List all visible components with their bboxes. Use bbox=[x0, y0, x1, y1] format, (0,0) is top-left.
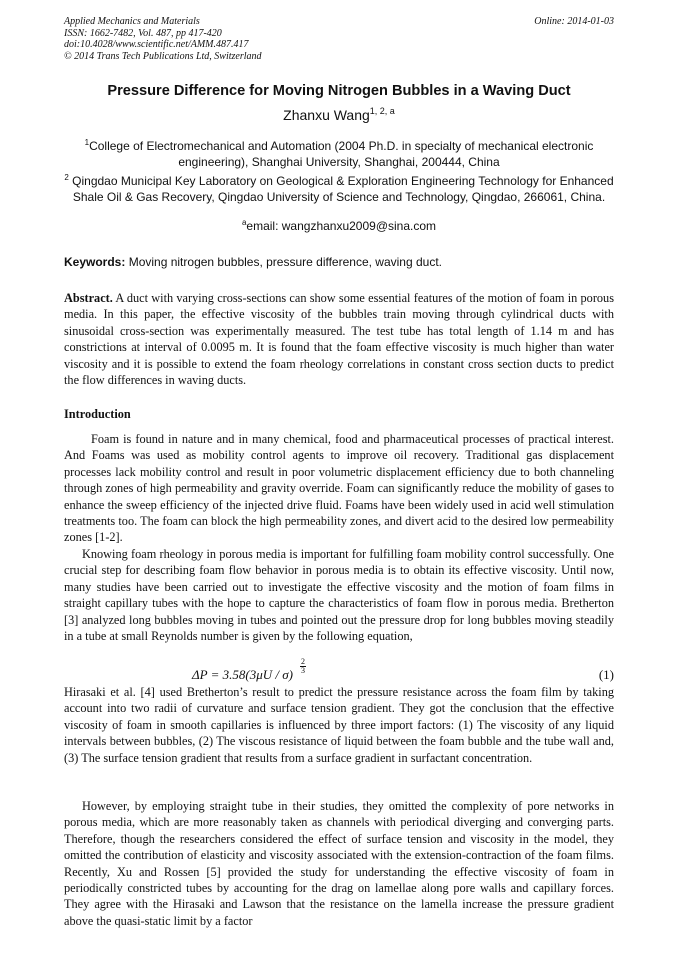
author-superscript: 1, 2, a bbox=[369, 106, 395, 116]
author-email bbox=[64, 218, 614, 233]
issn-line: ISSN: 1662-7482, Vol. 487, pp 417-420 bbox=[64, 27, 222, 39]
journal-name: Applied Mechanics and Materials bbox=[64, 16, 200, 27]
intro-paragraph-1: Foam is found in nature and in many chemical, food and pharmaceutical processes of practical interest. And Foams was used as mobility control agents to improve oil recovery. Traditional gas displacement processes lack mobility control and result in poor volumetric displacement efficiency due to both channeling through zones of high permeability and gravity override. Foam can significantly reduce the mobility of gases to enhance the sweep efficiency of the injected drive fluid. Foams have been widely used in acid well stimulation treatments too. The foam can block the high permeability zones, and divert acid to the desired low permeability zones [1-2]. bbox=[64, 432, 614, 545]
equation-1-expression: ΔP = 3.58(3μU / σ) bbox=[192, 667, 293, 682]
equation-1-number: (1) bbox=[598, 667, 614, 682]
journal-header bbox=[64, 16, 262, 62]
affiliation-2-text: Qingdao Municipal Key Laboratory on Geological & Exploration Engineering Technology for Enhanced Shale Oil & Gas Recovery, Qingdao University of Science and Technology, Qingdao, 266061, China. bbox=[72, 174, 614, 204]
keywords-label: Keywords: bbox=[64, 255, 126, 269]
doi-line: doi:10.4028/www.scientific.net/AMM.487.417 bbox=[64, 39, 249, 50]
copyright-line: © 2014 Trans Tech Publications Ltd, Switzerland bbox=[64, 50, 262, 62]
author-name: Zhanxu Wang bbox=[283, 107, 370, 123]
affiliation-1-marker: 1 bbox=[84, 138, 90, 147]
equation-1-exponent bbox=[300, 658, 306, 675]
email-text: email: wangzhanxu2009@sina.com bbox=[246, 219, 437, 233]
affiliation-1-text: College of Electromechanical and Automation (2004 Ph.D. in specialty of mechanical electronic engineering), Shanghai University, Shanghai, 200444, China bbox=[89, 139, 594, 169]
section-heading-introduction: Introduction bbox=[64, 407, 131, 421]
intro-paragraph-2: Knowing foam rheology in porous media is important for fulfilling foam mobility control successfully. One crucial step for describing foam flow behavior in porous media is to obtain its effective viscosity. Until now, many studies have been carried out to investigate the effective viscosity and the motion of foam films in straight capillary tubes with the hope to capture the characteristics of foam flow in porous media. Bretherton [3] analyzed long bubbles moving in tubes and pointed out the pressure drop for long bubbles moving steadily in a tube at small Reynolds number is given by the following equation, bbox=[64, 547, 614, 644]
exponent-denominator: 3 bbox=[301, 666, 305, 675]
abstract bbox=[64, 290, 614, 388]
exponent-numerator: 2 bbox=[301, 657, 305, 666]
keywords bbox=[64, 255, 614, 269]
intro-paragraph-4: However, by employing straight tube in their studies, they omitted the complexity of pore networks in porous media, which are more reasonably taken as channels with periodical diverging and converging parts. Therefore, though the researchers considered the effect of surface tension and viscosity in the model, they omitted the contribution of elasticity and viscosity associated with the extension-contraction of the foam films. Recently, Xu and Rossen [5] provided the study for understanding the effective viscosity of foam in periodically constricted tubes by accounting for the drag on lamellae along pore walls and capillary forces. They agree with the Hirasaki and Lawson that the resistance on the lamella increase the pressure gradient above the quasi-static limit by a factor bbox=[64, 799, 614, 928]
affiliation-2-marker: 2 bbox=[64, 173, 69, 182]
affiliation-1 bbox=[64, 135, 614, 170]
email-marker: a bbox=[241, 218, 247, 227]
paper-title: Pressure Difference for Moving Nitrogen Bubbles in a Waving Duct bbox=[107, 83, 571, 99]
intro-paragraph-3: Hirasaki et al. [4] used Bretherton’s result to predict the pressure resistance across the foam film by taking account into two radii of curvature and surface tension gradient. They got the conclusion that the effective viscosity of foam in smooth capillaries is influenced by three import factors: (1) The viscosity of any liquid intervals between bubbles, (2) The viscous resistance of liquid between the foam bubble and the tube wall and, (3) The surface tension gradient that results from a surface gradient in surfactant concentration. bbox=[64, 685, 614, 765]
abstract-label: Abstract. bbox=[64, 291, 113, 305]
online-date: Online: 2014-01-03 bbox=[534, 16, 614, 27]
affiliation-2 bbox=[64, 170, 614, 205]
author-line bbox=[40, 106, 638, 123]
keywords-text: Moving nitrogen bubbles, pressure difference, waving duct. bbox=[128, 255, 442, 269]
abstract-text: A duct with varying cross-sections can show some essential features of the motion of foam in porous media. In this paper, the effective viscosity of the bubbles train moving through cylindrical ducts with sinusoidal cross-section was experimentally measured. The test tube has total length of 1.14 m and has constrictions at interval of 0.0095 m. It is found that the foam effective viscosity is much higher than water viscosity and it is possible to extend the foam rheology correlations in constant cross section ducts to predict the flow differences in waving ducts. bbox=[64, 291, 614, 388]
